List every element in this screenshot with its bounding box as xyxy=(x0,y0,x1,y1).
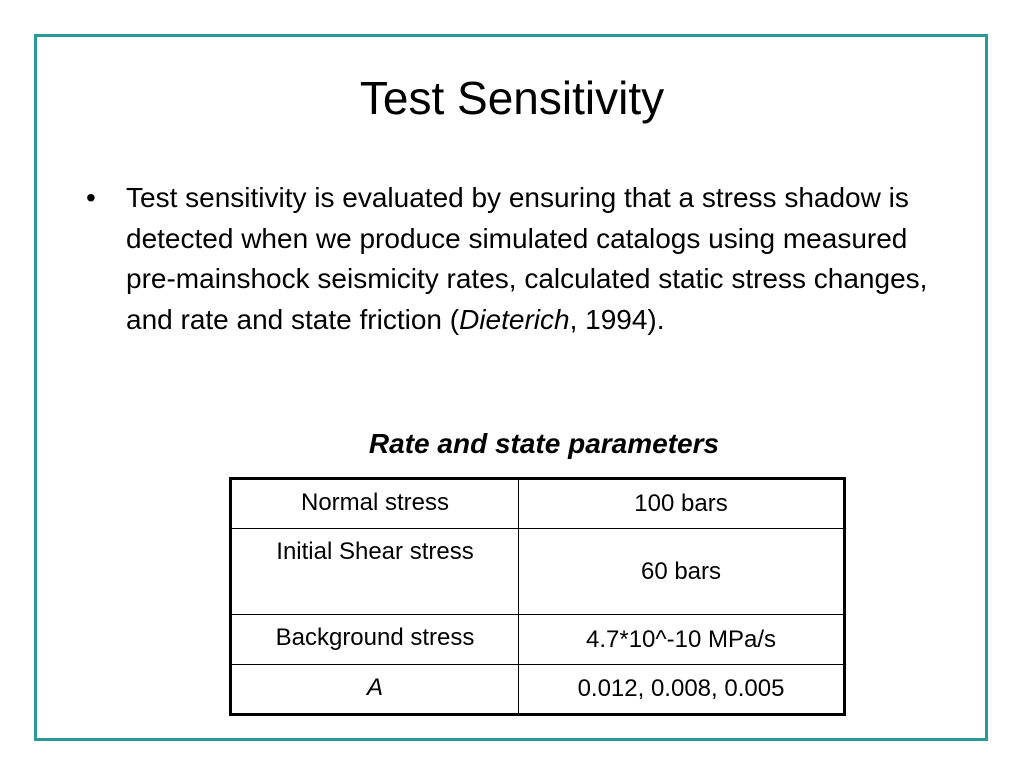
citation-year: , 1994). xyxy=(569,303,665,335)
parameter-value: 0.012, 0.008, 0.005 xyxy=(519,665,845,715)
bullet-item xyxy=(82,178,942,340)
citation-author: Dieterich xyxy=(459,303,570,335)
bullet-text: Test sensitivity is evaluated by ensuring that a stress shadow is detected when we produce simulated catalogs using measured pre-mainshock seismicity rates, calculated static stress changes, and rate and state friction ( xyxy=(126,182,928,335)
table-row xyxy=(231,479,845,529)
slide-title: Test Sensitivity xyxy=(359,72,665,124)
parameter-label: Background stress xyxy=(231,615,519,665)
table-caption: Rate and state parameters xyxy=(368,428,720,459)
parameter-label: Normal stress xyxy=(231,479,519,529)
table-row xyxy=(231,665,845,715)
parameter-value: 100 bars xyxy=(519,479,845,529)
parameters-table xyxy=(229,477,846,716)
parameter-label: A xyxy=(231,665,519,715)
table-row xyxy=(231,529,845,615)
parameter-value: 60 bars xyxy=(519,529,845,615)
parameter-value: 4.7*10^-10 MPa/s xyxy=(519,615,845,665)
bullet-marker: • xyxy=(86,182,96,213)
parameter-label: Initial Shear stress xyxy=(231,529,519,615)
bullet-list xyxy=(82,178,942,340)
table-row xyxy=(231,615,845,665)
